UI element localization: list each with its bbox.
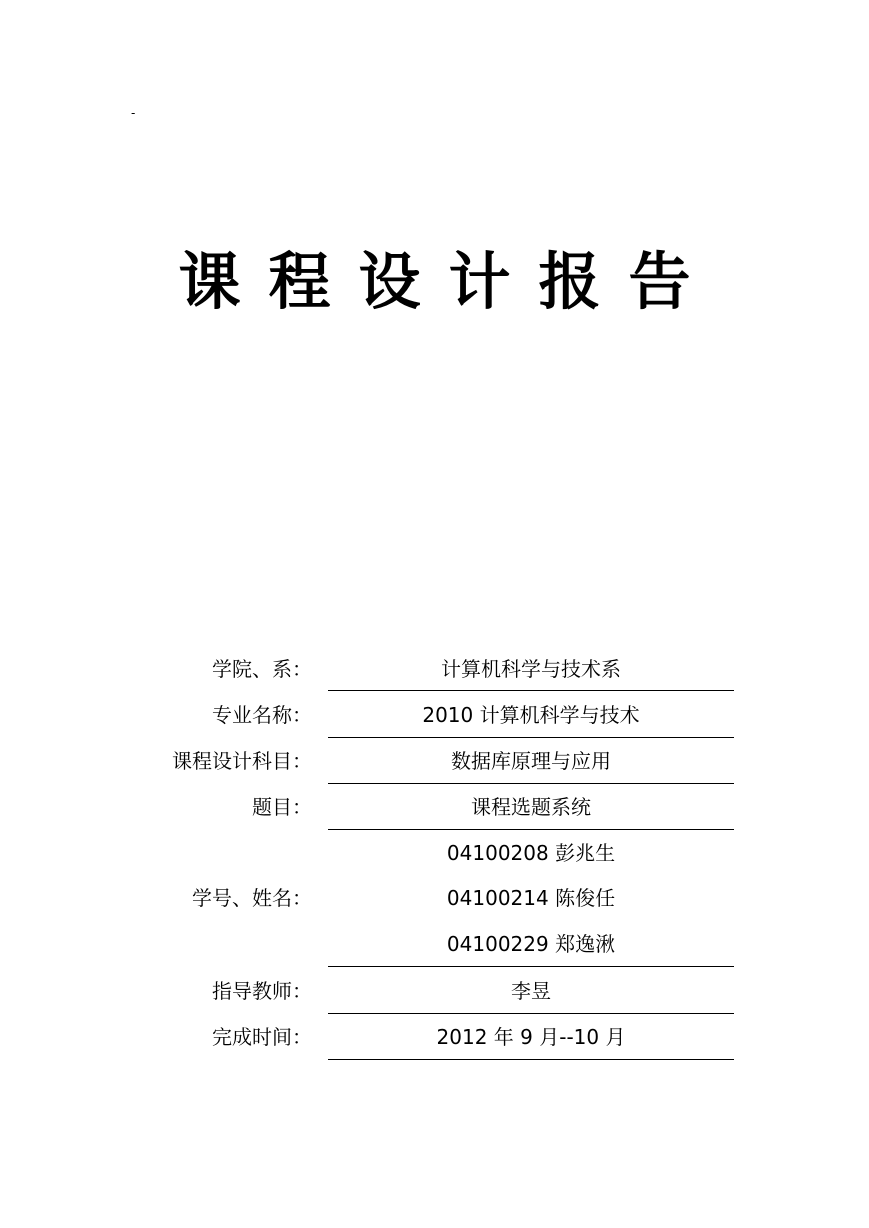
major-underline xyxy=(328,737,734,738)
topic-underline xyxy=(328,829,734,830)
college-label: 学院、系： xyxy=(212,657,312,681)
advisor-value: 李昱 xyxy=(511,979,551,1003)
major-label: 专业名称： xyxy=(212,703,312,727)
student-3-value: 04100229 郑逸湫 xyxy=(446,932,616,956)
college-underline xyxy=(328,690,734,691)
subject-value: 数据库原理与应用 xyxy=(451,749,611,773)
completion-underline xyxy=(328,1059,734,1060)
completion-value: 2012 年 9 月--10 月 xyxy=(436,1025,626,1049)
college-value: 计算机科学与技术系 xyxy=(441,657,621,681)
header-mark: - xyxy=(131,106,136,120)
advisor-underline xyxy=(328,1013,734,1014)
subject-underline xyxy=(328,783,734,784)
report-title: 课程设计报告 xyxy=(178,245,719,318)
topic-label: 题目： xyxy=(252,795,312,819)
students-label: 学号、姓名： xyxy=(192,886,312,910)
subject-label: 课程设计科目： xyxy=(172,749,312,773)
major-value: 2010 计算机科学与技术 xyxy=(422,703,640,727)
students-underline xyxy=(328,966,734,967)
student-2-value: 04100214 陈俊任 xyxy=(446,886,616,910)
topic-value: 课程选题系统 xyxy=(471,795,591,819)
advisor-label: 指导教师： xyxy=(212,979,312,1003)
student-1-value: 04100208 彭兆生 xyxy=(446,841,616,865)
completion-label: 完成时间： xyxy=(212,1025,312,1049)
